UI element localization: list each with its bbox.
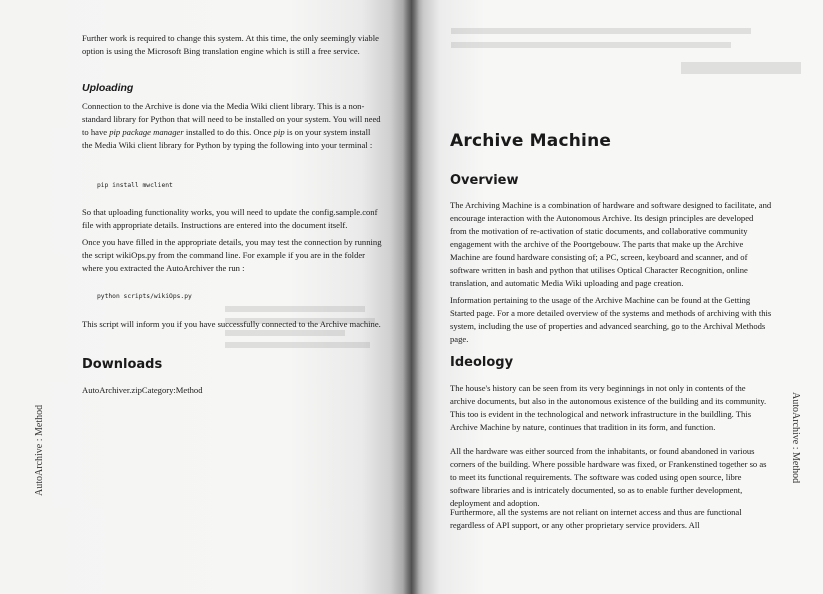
uploading-paragraph-1: Connection to the Archive is done via the Media Wiki client library. This is a non-standard library for Python that will need to be installed on your system. You will need to have pip package manager installed to do this. Once pip is on your system install the Media Wiki client library for Python by typing the following into your terminal : — [82, 101, 381, 150]
downloads-link[interactable]: AutoArchiver.zipCategory:Method — [82, 385, 203, 395]
ideology-paragraph-1: The house's history can be seen from its very beginnings in not only in contents of the archive documents, but also in the autonomous existence of the building and its community. This too is evident in the technological and network infrastructure in the buildling. This Archive Machine by nature, continues that tradition in its form, and function. — [450, 383, 767, 432]
ideology-paragraph-3: Furthermore, all the systems are not reliant on internet access and thus are functional regardless of API support, or any other proprietary service providers. All — [450, 507, 742, 530]
uploading-paragraph-2: So that uploading functionality works, you will need to update the config.sample.conf file with appropriate details. Instructions are entered into the document itself. — [82, 207, 378, 230]
pip-text: pip — [273, 127, 285, 137]
overview-paragraph-2: Information pertaining to the usage of the Archive Machine can be found at the Getting Started page. For a more detailed overview of the systems and methods of archiving with this system, including the use of properties and advanced searching, go to the Archival Methods page. — [450, 295, 772, 344]
book-gutter-shadow — [403, 0, 419, 594]
bleed-through-texture — [451, 20, 771, 88]
downloads-heading: Downloads — [82, 357, 163, 372]
ideology-paragraph-2: All the hardware was either sourced from the inhabitants, or found abandoned in various corners of the building. Where possible hardware was fixed, or Frankenstined together so as to meet its functional requirements. The software was coded using open source, libre software libraries and is intricately documented, so as to enable further development, deployment and adoption. — [450, 446, 767, 508]
overview-heading: Overview — [450, 173, 519, 188]
pip-package-manager-text: pip package manager — [109, 127, 184, 137]
code-run-wikiops: python scripts/wikiOps.py — [97, 293, 192, 300]
uploading-paragraph-4: This script will inform you if you have successfully connected to the Archive machine. — [82, 319, 381, 329]
intro-paragraph: Further work is required to change this system. At this time, the only seemingly viable option is using the Microsoft Bing translation engine which is still a free service. — [82, 33, 379, 56]
page-title: Archive Machine — [450, 131, 612, 151]
left-page — [0, 0, 411, 594]
overview-paragraph-1: The Archiving Machine is a combination of hardware and software designed to facilitate, and encourage interaction with the Autonomous Archive. Its design principles are developed from the motivation of re-activation of static documents, and collaborative community engagement with the archive of the Poortgebouw. The parts that make up the Archive Machine are found hardware consisting of; a PC, screen, keyboard and scanner, and of software written in bash and python that utilises Optical Character Recognition, online translation, and automatic Media Wiki uploading and page creation. — [450, 200, 772, 288]
uploading-paragraph-3: Once you have filled in the appropriate details, you may test the connection by running the script wikiOps.py from the command line. For example if you are in the folder where you extracted the AutoArchiver the run : — [82, 237, 382, 273]
uploading-heading: Uploading — [82, 82, 134, 94]
ideology-heading: Ideology — [450, 355, 514, 370]
right-side-label: AutoArchive : Method — [790, 392, 801, 484]
left-side-label: AutoArchive : Method — [34, 404, 45, 496]
right-page — [411, 0, 823, 594]
code-install-mwclient: pip install mwclient — [97, 182, 173, 189]
